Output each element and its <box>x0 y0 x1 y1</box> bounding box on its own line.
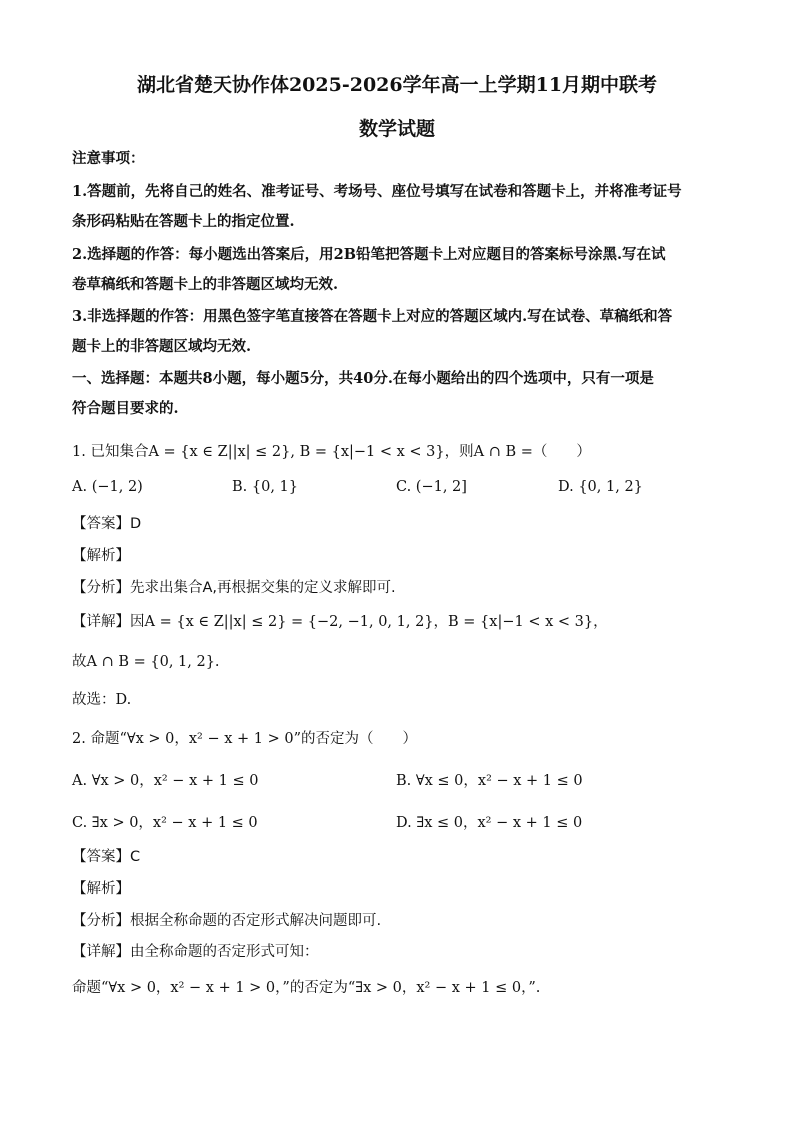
exam-title: 湖北省楚天协作体2025-2026学年高一上学期11月期中联考 <box>136 74 658 96</box>
exam-subtitle: 数学试题 <box>358 118 435 140</box>
section-1-line-2: 符合题目要求的. <box>72 400 179 417</box>
notice-heading: 注意事项： <box>72 150 145 167</box>
q2-analysis-tag: 【解析】 <box>72 881 130 897</box>
notice-item-3-line-2: 题卡上的非答题区域均无效. <box>72 338 252 355</box>
q1-stem: 1. 已知集合A = {x ∈ Z||x| ≤ 2}, B = {x|−1 < x < 3}，则A ∩ B =（ ） <box>72 444 591 460</box>
q1-conclusion: 故A ∩ B = {0, 1, 2}. <box>72 654 220 670</box>
notice-item-1-line-1: 1.答题前，先将自己的姓名、准考证号、考场号、座位号填写在试卷和答题卡上，并将准考证号 <box>72 183 682 200</box>
q1-option-b: B. {0, 1} <box>232 479 298 495</box>
q2-option-b: B. ∀x ≤ 0，x² − x + 1 ≤ 0 <box>396 773 583 789</box>
notice-item-2-line-2: 卷草稿纸和答题卡上的非答题区域均无效. <box>72 276 339 293</box>
q2-option-d: D. ∃x ≤ 0，x² − x + 1 ≤ 0 <box>396 815 583 831</box>
q1-detail: 【详解】因A = {x ∈ Z||x| ≤ 2} = {−2, −1, 0, 1, 2}，B = {x|−1 < x < 3}， <box>72 614 608 630</box>
q2-fenxi: 【分析】根据全称命题的否定形式解决问题即可. <box>72 913 382 929</box>
q1-analysis-tag: 【解析】 <box>72 548 130 564</box>
q2-answer: 【答案】C <box>72 849 141 865</box>
q2-option-a: A. ∀x > 0，x² − x + 1 ≤ 0 <box>72 773 259 789</box>
section-1-line-1: 一、选择题：本题共8小题，每小题5分，共40分.在每小题给出的四个选项中，只有一项是 <box>72 370 654 387</box>
q1-option-d: D. {0, 1, 2} <box>558 479 643 495</box>
q1-option-c: C. (−1, 2] <box>396 479 467 495</box>
notice-item-2-line-1: 2.选择题的作答：每小题选出答案后，用2B铅笔把答题卡上对应题目的答案标号涂黑.写在试 <box>72 246 666 263</box>
q2-detail: 【详解】由全称命题的否定形式可知： <box>72 944 319 960</box>
q2-option-c: C. ∃x > 0，x² − x + 1 ≤ 0 <box>72 815 258 831</box>
notice-item-3-line-1: 3.非选择题的作答：用黑色签字笔直接答在答题卡上对应的答题区域内.写在试卷、草稿纸和答 <box>72 308 673 325</box>
q2-conclusion: 命题“∀x > 0，x² − x + 1 > 0，”的否定为“∃x > 0，x² − x + 1 ≤ 0，”. <box>72 980 541 996</box>
q1-fenxi: 【分析】先求出集合A,再根据交集的定义求解即可. <box>72 580 396 596</box>
q1-choice: 故选：D. <box>72 692 132 708</box>
q1-answer: 【答案】D <box>72 516 142 532</box>
q1-option-a: A. (−1, 2) <box>72 479 143 495</box>
notice-item-1-line-2: 条形码粘贴在答题卡上的指定位置. <box>72 213 295 230</box>
q2-stem: 2. 命题“∀x > 0，x² − x + 1 > 0”的否定为（ ） <box>72 731 418 747</box>
